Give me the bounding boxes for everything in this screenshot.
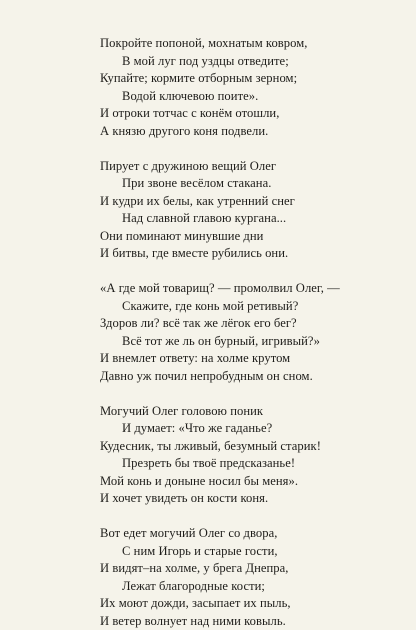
poem-line: Мой конь и доныне носил бы меня». <box>100 473 396 491</box>
poem-line: Кудесник, ты лживый, безумный старик! <box>100 438 396 456</box>
poem-line: Покройте попоной, мохнатым ковром, <box>100 35 396 53</box>
poem-line: Давно уж почил непробудным он сном. <box>100 368 396 386</box>
poem-line: Вот едет могучий Олег со двора, <box>100 525 396 543</box>
poem-line: Здоров ли? всё так же лёгок его бег? <box>100 315 396 333</box>
poem-line: Скажите, где конь мой ретивый? <box>100 298 396 316</box>
poem-line: И ветер волнует над ними ковыль. <box>100 613 396 630</box>
poem-line: Могучий Олег головою поник <box>100 403 396 421</box>
poem-line: В мой луг под уздцы отведите; <box>100 53 396 71</box>
poem-line: Их моют дожди, засыпает их пыль, <box>100 595 396 613</box>
poem-line: И отроки тотчас с конём отошли, <box>100 105 396 123</box>
poem-line: С ним Игорь и старые гости, <box>100 543 396 561</box>
poem-line: Над славной главою кургана... <box>100 210 396 228</box>
poem-line: И думает: «Что же гаданье? <box>100 420 396 438</box>
poem-line: А князю другого коня подвели. <box>100 123 396 141</box>
poem-line: Всё тот же ль он бурный, игривый?» <box>100 333 396 351</box>
poem-line: Купайте; кормите отборным зерном; <box>100 70 396 88</box>
poem-line: При звоне весёлом стакана. <box>100 175 396 193</box>
poem-line: И кудри их белы, как утренний снег <box>100 193 396 211</box>
poem-line: Они поминают минувшие дни <box>100 228 396 246</box>
stanza-1 <box>100 35 396 140</box>
stanza-4 <box>100 403 396 508</box>
poem-line: «А где мой товарищ? — промолвил Олег, — <box>100 280 396 298</box>
stanza-2 <box>100 158 396 263</box>
poem-line: Лежат благородные кости; <box>100 578 396 596</box>
poem-line: И видят–на холме, у брега Днепра, <box>100 560 396 578</box>
poem-line: Водой ключевою поите». <box>100 88 396 106</box>
poem-line: Презреть бы твоё предсказанье! <box>100 455 396 473</box>
stanza-3 <box>100 280 396 385</box>
stanza-5 <box>100 525 396 630</box>
poem-line: Пирует с дружиною вещий Олег <box>100 158 396 176</box>
poem-line: И битвы, где вместе рубились они. <box>100 245 396 263</box>
poem-line: И хочет увидеть он кости коня. <box>100 490 396 508</box>
poem-line: И внемлет ответу: на холме крутом <box>100 350 396 368</box>
